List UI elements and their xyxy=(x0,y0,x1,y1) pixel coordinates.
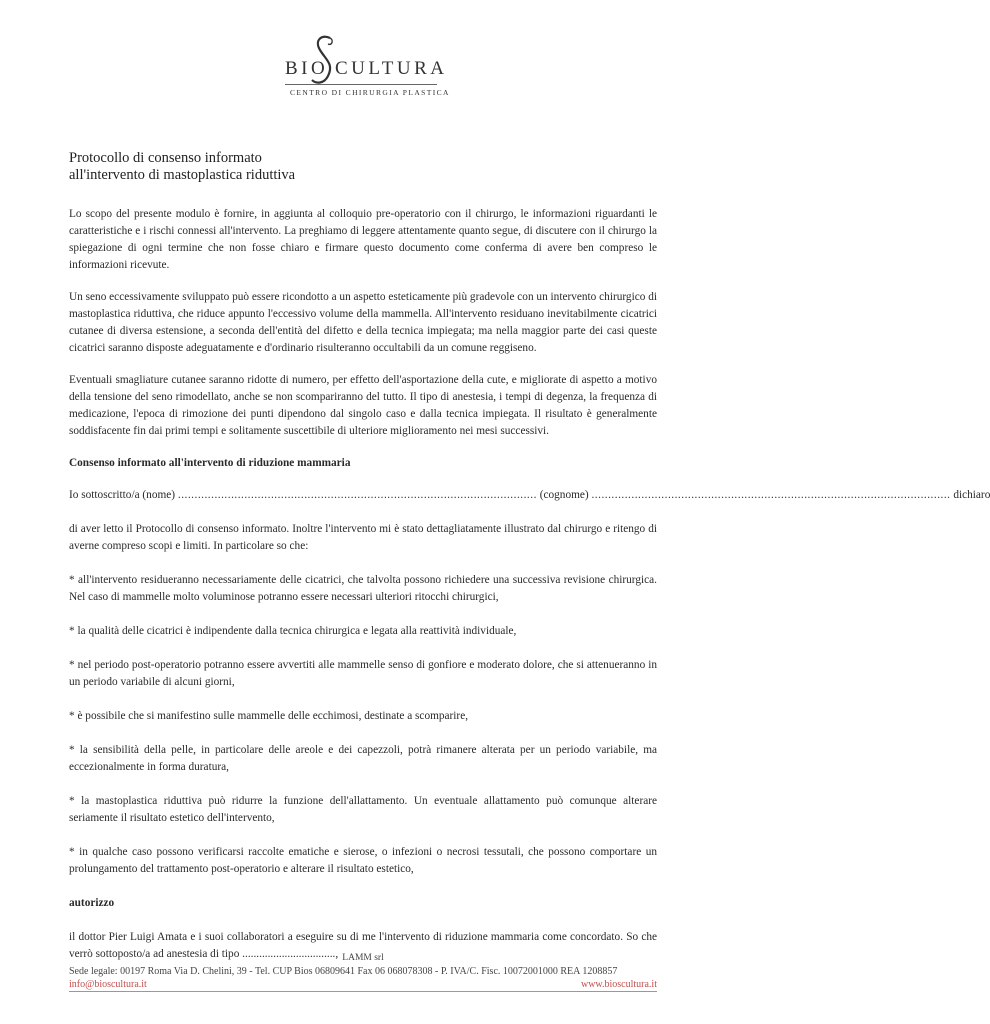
declare-label: dichiaro xyxy=(953,489,990,501)
logo xyxy=(0,28,725,98)
surname-blank[interactable]: ............................................................................................................ xyxy=(591,489,951,501)
consent-heading: Consenso informato all'intervento di riduzione mammaria xyxy=(69,457,351,469)
list-item: * è possibile che si manifestino sulle mammelle delle ecchimosi, destinate a scomparire, xyxy=(69,710,469,722)
list-item: * all'intervento residueranno necessariamente delle cicatrici, che talvolta possono richiedere una successiva revisione chirurgica. Nel caso di mammelle molto voluminose potranno essere necessari ulteriori ritocchi chirurgici, xyxy=(69,574,657,603)
title-line-2: all'intervento di mastoplastica riduttiva xyxy=(69,167,296,183)
authorize-paragraph: il dottor Pier Luigi Amata e i suoi collaboratori a eseguire su di me l'intervento di riduzione mammaria come concordato. So che verrò sottoposto/a ad anestesia di tipo ................................., xyxy=(69,931,657,960)
name-blank[interactable]: ............................................................................................................ xyxy=(177,489,537,501)
surname-label: (cognome) xyxy=(539,489,589,501)
logo-divider xyxy=(285,84,437,85)
footer-company: LAMM srl xyxy=(342,953,384,963)
footer-links xyxy=(69,978,657,991)
name-label: Io sottoscritto/a (nome) xyxy=(69,489,176,501)
list-item: * nel periodo post-operatorio potranno essere avvertiti alle mammelle senso di gonfiore e moderato dolore, che si attenueranno in un periodo variabile di alcuni giorni, xyxy=(69,659,657,688)
title-line-1: Protocollo di consenso informato xyxy=(69,150,262,166)
list-item: * in qualche caso possono verificarsi raccolte ematiche e sierose, o infezioni o necrosi tessutali, che possono comportare un prolungamento del trattamento post-operatorio e alterare il risultato estetico, xyxy=(69,846,657,875)
logo-subtitle: CENTRO DI CHIRURGIA PLASTICA xyxy=(290,88,450,97)
document-body xyxy=(69,150,990,963)
footer-divider xyxy=(69,991,657,992)
logo-word-right: CULTURA xyxy=(335,58,448,79)
intro-paragraph: Lo scopo del presente modulo è fornire, in aggiunta al colloquio pre-operatorio con il chirurgo, le informazioni riguardanti le caratteristiche e i rischi connessi all'intervento. La preghiamo di leggere attentamente quanto segue, di discutere con il chirurgo la spiegazione di ogni termine che non fosse chiaro e firmare questo documento come conferma di avere ben compreso le informazioni ricevute. xyxy=(69,208,657,271)
seno-paragraph: Un seno eccessivamente sviluppato può essere ricondotto a un aspetto esteticamente più gradevole con un intervento chirurgico di mastoplastica riduttiva, che riduce appunto l'eccessivo volume della mammella. All'intervento residuano inevitabilmente cicatrici cutanee di diversa estensione, a seconda dell'entità del difetto e della tecnica impiegata; ma nella maggior parte dei casi queste cicatrici saranno disposte adeguatamente e d'ordinario risulteranno occultabili da un comune reggiseno. xyxy=(69,291,657,354)
list-item: * la mastoplastica riduttiva può ridurre la funzione dell'allattamento. Un eventuale allattamento può comunque alterare seriamente il risultato estetico dell'intervento, xyxy=(69,795,657,824)
footer-website-link[interactable]: www.bioscultura.it xyxy=(580,979,657,990)
after-read-paragraph: di aver letto il Protocollo di consenso informato. Inoltre l'intervento mi è stato dettagliatamente illustrato dal chirurgo e ritengo di averne compreso scopi e limiti. In particolare so che: xyxy=(69,523,657,552)
smagliature-paragraph: Eventuali smagliature cutanee saranno ridotte di numero, per effetto dell'asportazione della cute, e migliorate di aspetto a motivo della tensione del seno rimodellato, anche se non scompariranno del tutto. Il tipo di anestesia, i tempi di degenza, la frequenza di medicazione, l'epoca di rimozione dei punti dipendono dal singolo caso e dalla tecnica impiegata. Il risultato è generalmente soddisfacente fin dai primi tempi e solitamente suscettibile di ulteriore miglioramento nei mesi successivi. xyxy=(69,374,657,437)
authorize-heading: autorizzo xyxy=(69,897,115,909)
list-item: * la qualità delle cicatrici è indipendente dalla tecnica chirurgica e legata alla reattività individuale, xyxy=(69,625,517,637)
logo-word-left: BIO xyxy=(285,58,329,79)
footer-email-link[interactable]: info@bioscultura.it xyxy=(69,979,147,990)
footer-address: Sede legale: 00197 Roma Via D. Chelini, 39 - Tel. CUP Bios 06809641 Fax 06 068078308 - P. IVA/C. Fisc. 10072001000 REA 1208857 xyxy=(69,966,618,977)
list-item: * la sensibilità della pelle, in particolare delle areole e dei capezzoli, potrà rimanere alterata per un periodo variabile, ma eccezionalmente in forma duratura, xyxy=(69,744,657,773)
document-title xyxy=(69,150,657,184)
name-fill-row xyxy=(69,487,990,504)
